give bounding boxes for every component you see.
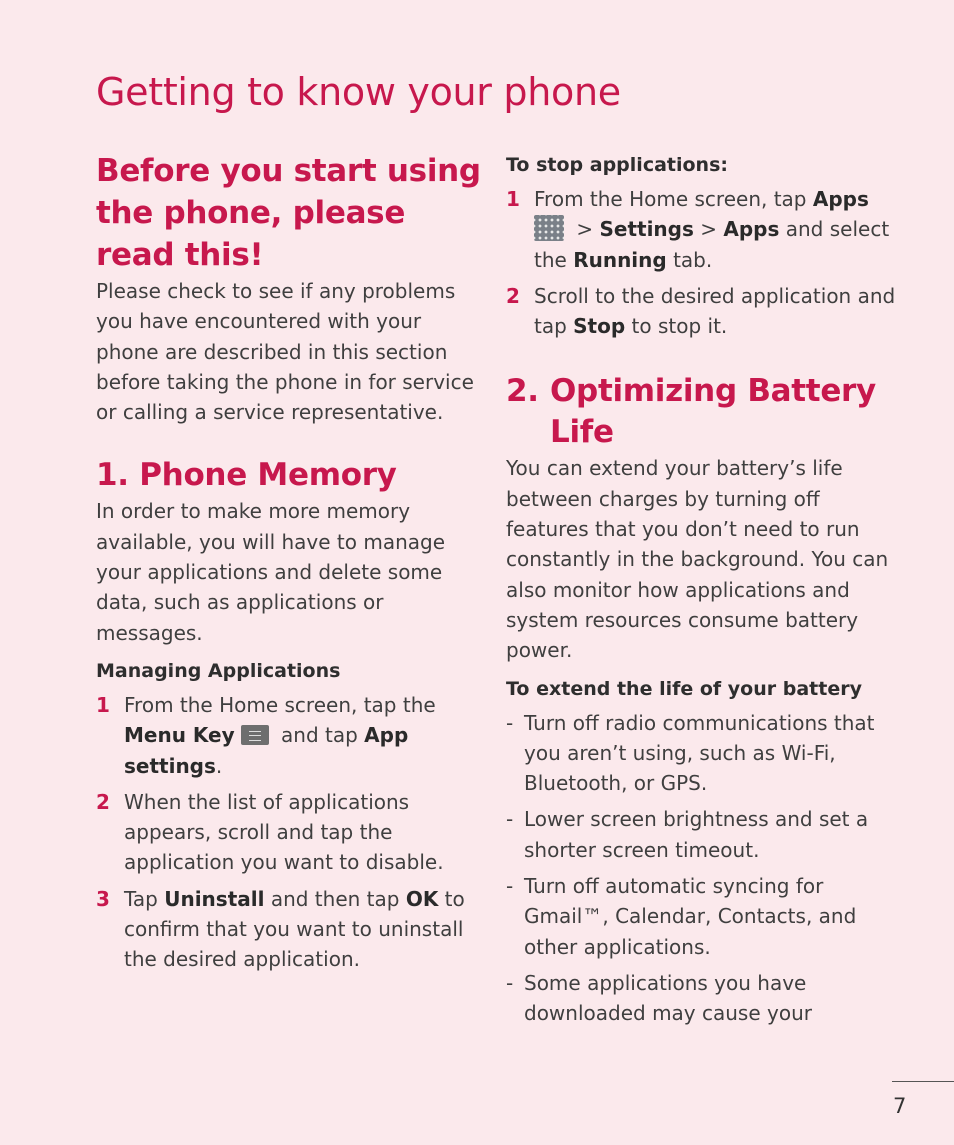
apps-label-2: Apps xyxy=(723,217,780,242)
dash-bullet: - xyxy=(506,970,514,995)
managing-applications-heading: Managing Applications xyxy=(96,659,341,682)
section-1-number: 1. xyxy=(96,457,129,494)
section-1-body: In order to make more memory available, you will have to manage your applications and delete some data, such as applications or messages. xyxy=(96,499,446,645)
stop-applications-heading: To stop applications: xyxy=(506,154,728,176)
running-label: Running xyxy=(573,247,667,272)
section-1-heading xyxy=(96,455,481,496)
step-number: 1 xyxy=(506,187,520,211)
list-item: - Turn off radio communications that you aren’t using, such as Wi-Fi, Bluetooth, or GPS. xyxy=(506,708,896,799)
intro-paragraph: Please check to see if any problems you have encountered with your phone are described in this section before taking the phone in for service or calling a service representative. xyxy=(96,279,474,425)
extend-battery-heading: To extend the life of your battery xyxy=(506,677,862,700)
stop-label: Stop xyxy=(573,314,626,339)
dash-bullet: - xyxy=(506,710,514,735)
list-item: - Turn off automatic syncing for Gmail™, Calendar, Contacts, and other applications. xyxy=(506,871,896,962)
list-item: 1 From the Home screen, tap the Menu Key and tap App settings. xyxy=(96,690,481,781)
list-item: 2 Scroll to the desired application and tap Stop to stop it. xyxy=(506,281,896,342)
dash-bullet: - xyxy=(506,807,514,832)
intro-heading: Before you start using the phone, please read this! xyxy=(96,153,481,273)
step-number: 1 xyxy=(96,692,110,717)
right-column xyxy=(506,150,896,1035)
list-item: 1 From the Home screen, tap Apps > Settings > Apps and select the Running tab. xyxy=(506,184,896,275)
dash-bullet: - xyxy=(506,874,514,899)
step-number: 2 xyxy=(96,789,110,814)
battery-tips-list xyxy=(506,708,896,1029)
page-number: 7 xyxy=(893,1094,907,1118)
section-1-title: Phone Memory xyxy=(139,457,397,494)
uninstall-label: Uninstall xyxy=(164,886,265,911)
list-item: 2 When the list of applications appears, scroll and tap the application you want to disable. xyxy=(96,787,481,878)
menu-key-label: Menu Key xyxy=(124,723,235,748)
section-2-heading xyxy=(506,371,896,453)
page-title: Getting to know your phone xyxy=(96,70,621,114)
section-2-body: You can extend your battery’s life between charges by turning off features that you don’t need to run constantly in the background. You can also monitor how applications and system resources consume battery power. xyxy=(506,456,889,663)
left-column xyxy=(96,150,481,981)
section-2-number: 2. xyxy=(506,373,539,410)
step-number: 3 xyxy=(96,886,110,911)
apps-grid-icon xyxy=(534,215,564,241)
step-number: 2 xyxy=(506,283,520,308)
list-item: 3 Tap Uninstall and then tap OK to confirm that you want to uninstall the desired application. xyxy=(96,884,481,975)
menu-key-icon xyxy=(241,725,269,745)
list-item: - Lower screen brightness and set a shorter screen timeout. xyxy=(506,804,896,865)
app-settings-label: App settings xyxy=(124,723,409,778)
ok-label: OK xyxy=(405,886,439,911)
section-2-title: Optimizing Battery Life xyxy=(550,373,876,451)
settings-label: Settings xyxy=(599,217,694,242)
stop-steps-list xyxy=(506,184,896,341)
list-item: - Some applications you have downloaded may cause your xyxy=(506,968,896,1029)
managing-steps-list xyxy=(96,690,481,975)
apps-label: Apps xyxy=(812,187,869,211)
footer-divider xyxy=(892,1081,954,1082)
